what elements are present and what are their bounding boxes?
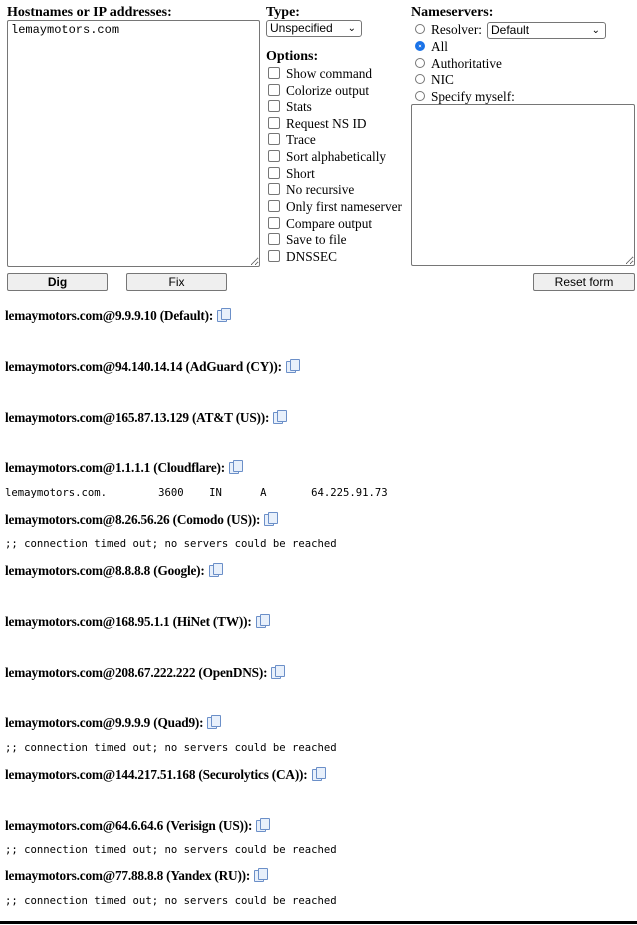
- option-only-first-nameserver[interactable]: Only first nameserver: [268, 198, 402, 215]
- chevron-down-icon: ⌄: [591, 25, 600, 36]
- type-select-value: Unspecified: [270, 21, 333, 35]
- result-body-verisign: ;; connection timed out; no servers could be reached: [5, 844, 337, 856]
- result-header-securolytics: lemaymotors.com@144.217.51.168 (Securolytics (CA)):: [5, 767, 325, 783]
- resolver-select[interactable]: [487, 22, 606, 39]
- option-dnssec[interactable]: DNSSEC: [268, 248, 337, 265]
- copy-icon[interactable]: [217, 308, 230, 322]
- option-request-ns-id[interactable]: Request NS ID: [268, 115, 367, 132]
- result-header-quad9: lemaymotors.com@9.9.9.9 (Quad9):: [5, 715, 220, 731]
- copy-icon[interactable]: [273, 410, 286, 424]
- option-compare-output[interactable]: Compare output: [268, 215, 372, 232]
- checkbox[interactable]: [268, 250, 280, 262]
- result-header-hinet: lemaymotors.com@168.95.1.1 (HiNet (TW)):: [5, 614, 269, 630]
- chevron-down-icon: ⌄: [347, 23, 356, 34]
- copy-icon[interactable]: [256, 818, 269, 832]
- checkbox[interactable]: [268, 200, 280, 212]
- result-header-verisign: lemaymotors.com@64.6.64.6 (Verisign (US)):: [5, 818, 269, 834]
- type-select[interactable]: [266, 20, 362, 37]
- radio-all[interactable]: All: [415, 38, 448, 55]
- result-header-opendns: lemaymotors.com@208.67.222.222 (OpenDNS):: [5, 665, 284, 681]
- checkbox[interactable]: [268, 217, 280, 229]
- checkbox[interactable]: [268, 233, 280, 245]
- radio-selected[interactable]: [415, 41, 425, 51]
- checkbox[interactable]: [268, 167, 280, 179]
- option-no-recursive[interactable]: No recursive: [268, 181, 354, 198]
- copy-icon[interactable]: [256, 614, 269, 628]
- result-header-yandex: lemaymotors.com@77.88.8.8 (Yandex (RU)):: [5, 868, 267, 884]
- result-header-cloudflare: lemaymotors.com@1.1.1.1 (Cloudflare):: [5, 460, 242, 476]
- result-header-att: lemaymotors.com@165.87.13.129 (AT&T (US)):: [5, 410, 286, 426]
- option-show-command[interactable]: Show command: [268, 65, 372, 82]
- result-header-adguard: lemaymotors.com@94.140.14.14 (AdGuard (CY)):: [5, 359, 299, 375]
- radio[interactable]: [415, 24, 425, 34]
- options-label: Options:: [266, 49, 319, 64]
- result-body-yandex: ;; connection timed out; no servers could be reached: [5, 895, 337, 907]
- checkbox[interactable]: [268, 67, 280, 79]
- hostnames-textarea[interactable]: [7, 20, 260, 267]
- nameservers-textarea[interactable]: [411, 104, 635, 266]
- resolver-select-value: Default: [491, 23, 530, 37]
- type-label: Type:: [266, 5, 300, 20]
- checkbox[interactable]: [268, 84, 280, 96]
- copy-icon[interactable]: [207, 715, 220, 729]
- checkbox[interactable]: [268, 100, 280, 112]
- copy-icon[interactable]: [312, 767, 325, 781]
- option-trace[interactable]: Trace: [268, 131, 316, 148]
- option-stats[interactable]: Stats: [268, 98, 312, 115]
- radio-resolver[interactable]: Resolver:: [415, 21, 482, 38]
- radio-authoritative[interactable]: Authoritative: [415, 55, 502, 72]
- option-colorize-output[interactable]: Colorize output: [268, 82, 369, 99]
- copy-icon[interactable]: [286, 359, 299, 373]
- result-body-cloudflare: lemaymotors.com. 3600 IN A 64.225.91.73: [5, 487, 388, 499]
- copy-icon[interactable]: [209, 563, 222, 577]
- option-save-to-file[interactable]: Save to file: [268, 231, 347, 248]
- radio-specify-myself[interactable]: Specify myself:: [415, 88, 515, 105]
- dig-button[interactable]: Dig: [7, 273, 108, 291]
- result-header-default: lemaymotors.com@9.9.9.10 (Default):: [5, 308, 230, 324]
- fix-button[interactable]: Fix: [126, 273, 227, 291]
- result-header-comodo: lemaymotors.com@8.26.56.26 (Comodo (US)):: [5, 512, 277, 528]
- radio[interactable]: [415, 74, 425, 84]
- hostnames-label: Hostnames or IP addresses:: [7, 5, 172, 20]
- checkbox[interactable]: [268, 183, 280, 195]
- reset-form-button[interactable]: Reset form: [533, 273, 635, 291]
- result-header-google: lemaymotors.com@8.8.8.8 (Google):: [5, 563, 222, 579]
- copy-icon[interactable]: [254, 868, 267, 882]
- copy-icon[interactable]: [264, 512, 277, 526]
- radio[interactable]: [415, 58, 425, 68]
- copy-icon[interactable]: [229, 460, 242, 474]
- copy-icon[interactable]: [271, 665, 284, 679]
- result-body-quad9: ;; connection timed out; no servers could be reached: [5, 742, 337, 754]
- checkbox[interactable]: [268, 133, 280, 145]
- option-short[interactable]: Short: [268, 165, 315, 182]
- result-body-comodo: ;; connection timed out; no servers could be reached: [5, 538, 337, 550]
- radio[interactable]: [415, 91, 425, 101]
- checkbox[interactable]: [268, 117, 280, 129]
- checkbox[interactable]: [268, 150, 280, 162]
- option-sort-alphabetically[interactable]: Sort alphabetically: [268, 148, 386, 165]
- nameservers-label: Nameservers:: [411, 5, 494, 20]
- radio-nic[interactable]: NIC: [415, 71, 454, 88]
- bottom-divider: [0, 921, 637, 924]
